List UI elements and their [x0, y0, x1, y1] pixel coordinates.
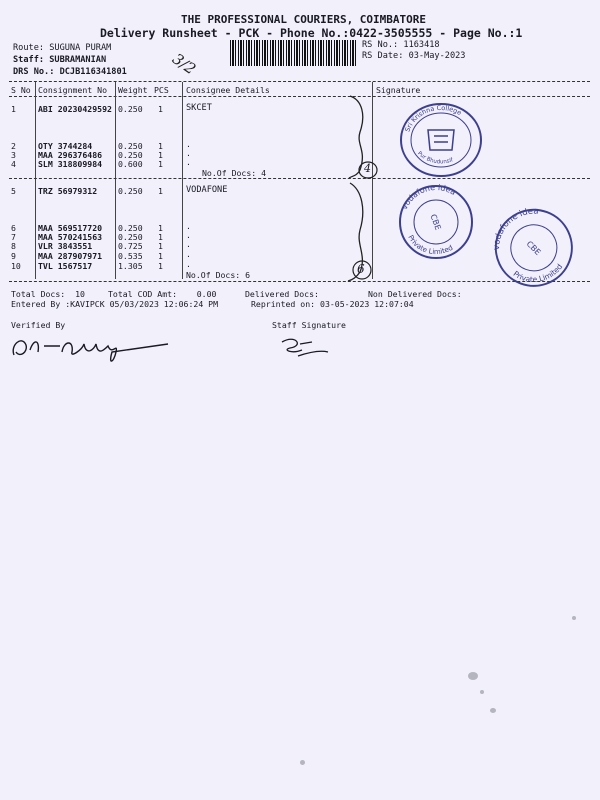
bracket-mark — [349, 96, 363, 178]
table-row-consignment: SLM 318809984 — [38, 159, 103, 169]
table-row-consignment: MAA 570241563 — [38, 232, 103, 242]
table-row-sno: 3 — [11, 150, 16, 160]
stamp-text-bottom: Private Limited — [511, 262, 565, 285]
consignee-name: VODAFONE — [186, 185, 228, 195]
route-label: Route: SUGUNA PURAM — [13, 43, 112, 53]
table-row-details: . — [186, 259, 191, 269]
group-rule — [9, 178, 590, 179]
total-cod: Total COD Amt: 0.00 — [108, 289, 217, 299]
table-row-weight: 0.600 — [118, 159, 143, 169]
table-row-details: . — [186, 139, 191, 149]
table-row-weight: 1.305 — [118, 261, 143, 271]
svg-text:vodafone idea — [400, 183, 458, 211]
table-row-sno: 1 — [11, 104, 16, 114]
handwritten-count: 6 — [357, 262, 365, 276]
table-row-pcs: 1 — [158, 261, 163, 271]
stamp-text-top: vodafone idea — [399, 182, 458, 212]
table-row-pcs: 1 — [158, 141, 163, 151]
stamp-text-top: Sri Krishna College — [403, 103, 463, 133]
scan-artifact — [480, 690, 484, 694]
table-row-consignment: MAA 287907971 — [38, 251, 103, 261]
table-row-pcs: 1 — [158, 241, 163, 251]
stamp-text-top: vodafone idea — [491, 206, 539, 251]
barcode — [230, 40, 358, 66]
emblem-icon — [428, 130, 454, 150]
scan-artifact — [572, 616, 576, 620]
non-delivered-docs: Non Delivered Docs: — [368, 289, 462, 299]
consignee-name: SKCET — [186, 103, 212, 113]
table-row-weight: 0.250 — [118, 104, 143, 114]
table-row-details: . — [186, 230, 191, 240]
col-pcs: PCS — [154, 85, 169, 95]
verified-signature — [13, 341, 168, 361]
rs-number: RS No.: 1163418 — [362, 40, 440, 50]
vodafone-stamp — [474, 189, 591, 303]
svg-text:Private Limited — [406, 234, 454, 256]
stamp-text-center: CBE — [428, 213, 443, 232]
table-row-sno: 7 — [11, 232, 16, 242]
entered-by: Entered By :KAVIPCK 05/03/2023 12:06:24 PM — [11, 299, 219, 309]
handwritten-fraction: 3/2 — [169, 49, 200, 79]
table-row-weight: 0.250 — [118, 150, 143, 160]
table-row-pcs: 1 — [158, 186, 163, 196]
table-row-consignment: ABI 20230429592 — [38, 104, 112, 114]
runsheet-subtitle: Delivery Runsheet - PCK - Phone No.:0422-3505555 - Page No.:1 — [100, 26, 523, 40]
col-sno: S No — [11, 85, 31, 95]
table-row-consignment: MAA 569517720 — [38, 223, 103, 233]
table-row-pcs: 1 — [158, 232, 163, 242]
stamp-text-bottom: Private Limited — [406, 233, 455, 257]
table-row-consignment: TRZ 56979312 — [38, 186, 98, 196]
docs-count: No.Of Docs: 6 — [186, 270, 251, 280]
table-row-details: . — [186, 249, 191, 259]
col-rule — [182, 82, 183, 279]
table-row-details: . — [186, 148, 191, 158]
total-docs: Total Docs: 10 — [11, 289, 85, 299]
col-rule — [35, 82, 36, 279]
drs-number: DRS No.: DCJB116341801 — [13, 67, 127, 77]
table-row-pcs: 1 — [158, 251, 163, 261]
scan-artifact — [490, 708, 496, 713]
table-row-consignment: TVL 1567517 — [38, 261, 93, 271]
reprinted-on: Reprinted on: 03-05-2023 12:07:04 — [251, 299, 414, 309]
svg-text:Sri Krishna College — [403, 104, 462, 133]
col-rule — [372, 82, 373, 279]
table-row-weight: 0.250 — [118, 186, 143, 196]
scan-artifact — [300, 760, 305, 765]
table-row-consignment: VLR 3843551 — [38, 241, 93, 251]
svg-text:Pur Bhudunsif — [416, 151, 455, 166]
table-header-rule — [9, 96, 590, 97]
delivered-docs: Delivered Docs: — [245, 289, 319, 299]
table-row-details: . — [186, 239, 191, 249]
table-row-details: . — [186, 221, 191, 231]
table-top-rule — [9, 81, 590, 82]
col-rule — [115, 82, 116, 279]
vodafone-stamp — [394, 180, 478, 260]
rs-date: RS Date: 03-May-2023 — [362, 51, 466, 61]
table-row-sno: 5 — [11, 186, 16, 196]
table-row-pcs: 1 — [158, 223, 163, 233]
table-row-sno: 8 — [11, 241, 16, 251]
staff-signature — [282, 339, 328, 356]
table-row-pcs: 1 — [158, 150, 163, 160]
stamp-text-bottom: Pur Bhudunsif — [416, 150, 454, 166]
company-title: THE PROFESSIONAL COURIERS, COIMBATORE — [181, 13, 427, 26]
table-row-sno: 10 — [11, 261, 21, 271]
table-row-sno: 4 — [11, 159, 16, 169]
docs-count: No.Of Docs: 4 — [202, 168, 267, 178]
table-row-consignment: MAA 296376486 — [38, 150, 103, 160]
col-consignment: Consignment No — [38, 85, 108, 95]
table-row-pcs: 1 — [158, 159, 163, 169]
table-row-weight: 0.250 — [118, 232, 143, 242]
table-row-sno: 9 — [11, 251, 16, 261]
handwritten-count: 4 — [364, 162, 371, 175]
col-signature: Signature — [376, 85, 421, 95]
stamp-text-center: CBE — [524, 239, 543, 258]
table-row-sno: 2 — [11, 141, 16, 151]
svg-text:Private Limited — [510, 251, 567, 295]
table-row-weight: 0.535 — [118, 251, 143, 261]
staff-label: Staff: SUBRAMANIAN — [13, 55, 107, 65]
col-consignee-details: Consignee Details — [186, 85, 270, 95]
college-stamp — [396, 100, 486, 180]
table-row-weight: 0.725 — [118, 241, 143, 251]
table-row-details: . — [186, 157, 191, 167]
staff-signature-label: Staff Signature — [272, 320, 346, 330]
table-row-sno: 6 — [11, 223, 16, 233]
table-row-consignment: OTY 3744284 — [38, 141, 93, 151]
table-row-weight: 0.250 — [118, 223, 143, 233]
table-row-weight: 0.250 — [118, 141, 143, 151]
col-weight: Weight — [118, 85, 148, 95]
verified-by-label: Verified By — [11, 320, 66, 330]
scan-artifact — [468, 672, 478, 680]
table-row-pcs: 1 — [158, 104, 163, 114]
